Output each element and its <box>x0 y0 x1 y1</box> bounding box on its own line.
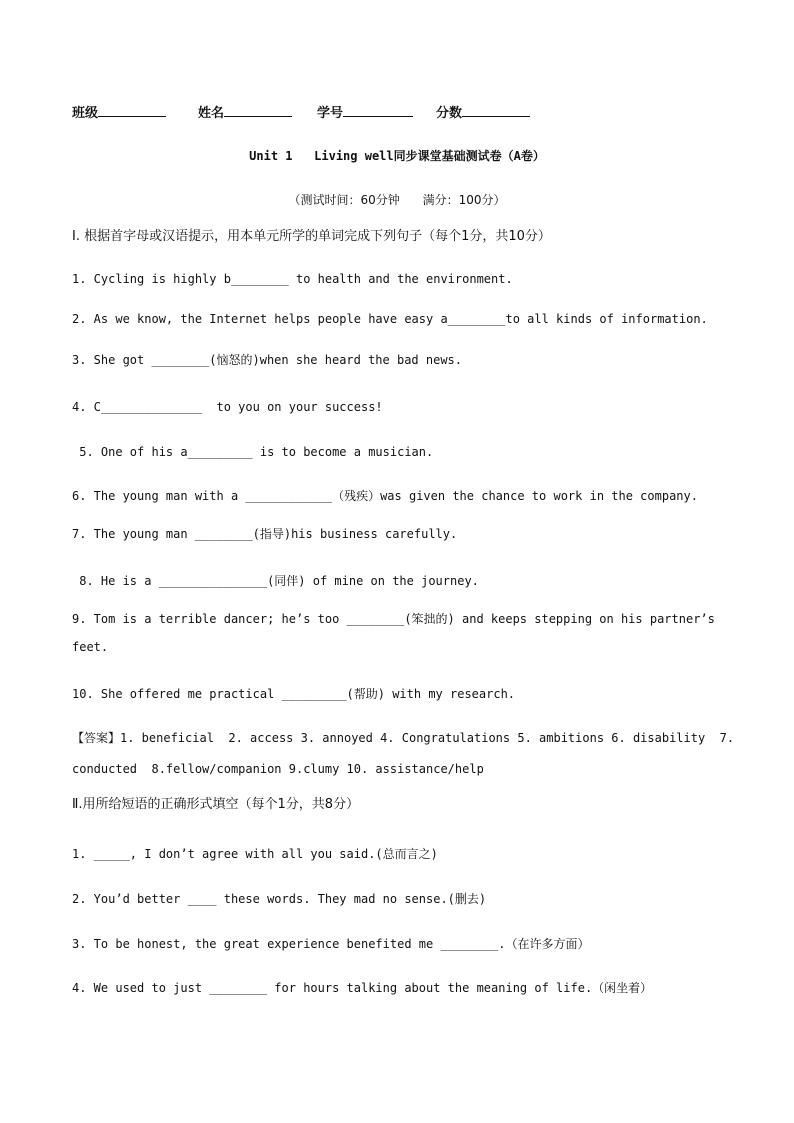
question-item: 10. She offered me practical _________(帮助) with my research. <box>72 687 516 701</box>
question-item: 4. C______________ to you on your success! <box>72 400 383 414</box>
answer-key-line-1: 【答案】1. beneficial 2. access 3. annoyed 4. Congratulations 5. ambitions 6. disability 7. <box>72 731 735 745</box>
score-field <box>436 102 530 121</box>
name-blank <box>224 104 292 117</box>
question-item: 2. As we know, the Internet helps people have easy a________to all kinds of information. <box>72 312 708 326</box>
question-item: 4. We used to just ________ for hours talking about the meaning of life.（闲坐着） <box>72 981 653 995</box>
name-field <box>198 102 292 121</box>
student-id-field <box>317 102 413 121</box>
question-item: 2. You’d better ____ these words. They mad no sense.(删去) <box>72 892 487 906</box>
test-info: （测试时间：60分钟 满分：100分） <box>288 193 506 207</box>
question-item: 6. The young man with a ____________（残疾）was given the chance to work in the company. <box>72 489 698 503</box>
class-field <box>72 102 166 121</box>
question-item: 9. Tom is a terrible dancer; he’s too ________(笨拙的) and keeps stepping on his partner’s <box>72 612 715 626</box>
question-item: 1. Cycling is highly b________ to health and the environment. <box>72 272 513 286</box>
class-blank <box>98 104 166 117</box>
question-item: 5. One of his a_________ is to become a musician. <box>72 445 434 459</box>
student-id-blank <box>343 104 413 117</box>
page-title: Unit 1 Living well同步课堂基础测试卷（A卷） <box>249 149 545 163</box>
answer-key-line-2: conducted 8.fellow/companion 9.clumy 10. assistance/help <box>72 762 484 776</box>
score-label: 分数 <box>436 106 463 121</box>
class-label: 班级 <box>72 106 99 121</box>
section1-heading: Ⅰ. 根据首字母或汉语提示，用本单元所学的单词完成下列句子（每个1分，共10分） <box>72 229 551 244</box>
section2-heading: Ⅱ.用所给短语的正确形式填空（每个1分，共8分） <box>72 797 360 812</box>
score-blank <box>462 104 530 117</box>
question-item-continued: feet. <box>72 640 109 654</box>
name-label: 姓名 <box>198 106 225 121</box>
question-item: 1. _____, I don’t agree with all you said.(总而言之) <box>72 847 438 861</box>
student-id-label: 学号 <box>317 106 344 121</box>
question-item: 8. He is a _______________(同伴) of mine on the journey. <box>72 574 479 588</box>
question-item: 7. The young man ________(指导)his business carefully. <box>72 527 458 541</box>
question-item: 3. She got ________(恼怒的)when she heard the bad news. <box>72 353 463 367</box>
question-item: 3. To be honest, the great experience benefited me ________.（在许多方面） <box>72 937 590 951</box>
